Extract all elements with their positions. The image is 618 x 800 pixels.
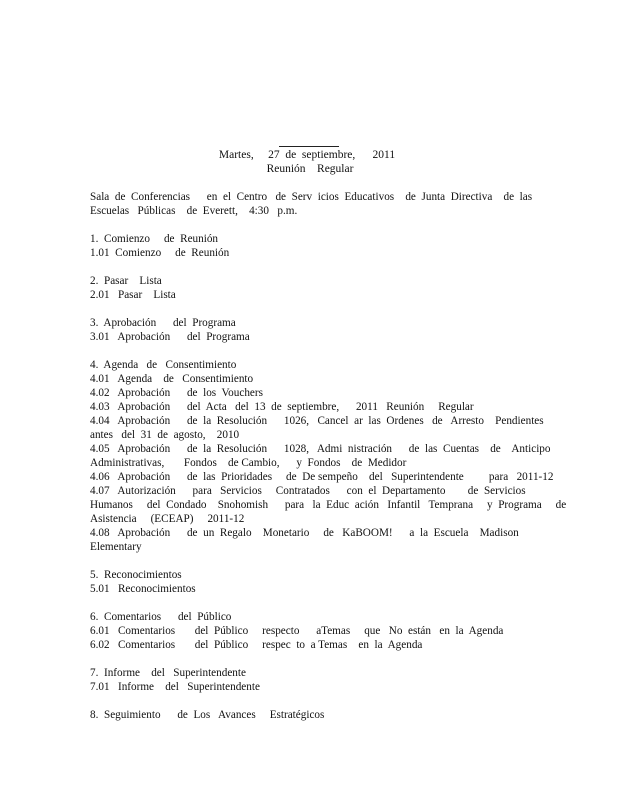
meeting-date: Martes, 27 de septiembre, 2011 [218,149,396,161]
agenda-item: 4.02 Aprobación de los Vouchers [90,387,263,399]
agenda-item: 1.01 Comienzo de Reunión [90,247,230,259]
agenda-item: 4.04 Aprobación de la Resolución 1026, Cancel ar las Ordenes de Arresto Pendientes [90,415,544,427]
section-heading: 8. Seguimiento de Los Avances Estratégicos [90,709,325,721]
agenda-item: 3.01 Aprobación del Programa [90,331,250,343]
agenda-item: 4.07 Autorización para Servicios Contratados con el Departamento de Servicios [90,485,526,497]
meeting-type: Reunión Regular [266,163,354,175]
section-gap [90,652,520,666]
section-heading: 4. Agenda de Consentimiento [90,359,237,371]
section-gap [90,694,520,708]
agenda-item: 5.01 Reconocimientos [90,583,196,595]
header-rule [279,146,339,147]
section-heading: 6. Comentarios del Público [90,611,232,623]
agenda-section-3 [90,316,520,344]
agenda-section-8 [90,708,520,722]
section-heading: 5. Reconocimientos [90,569,182,581]
agenda-item: 4.06 Aprobación de las Prioridades de De sempeño del Superintendente para 2011-12 [90,471,554,483]
section-gap [90,596,520,610]
agenda-section-7 [90,666,520,694]
agenda-item: 6.02 Comentarios del Público respec to a Temas en la Agenda [90,639,423,651]
agenda-section-5 [90,568,520,596]
agenda-item: 4.01 Agenda de Consentimiento [90,373,254,385]
section-heading: 7. Informe del Superintendente [90,667,246,679]
agenda-item-continuation: Humanos del Condado Snohomish para la Educ ación Infantil Temprana y Programa de [90,499,567,511]
section-heading: 1. Comienzo de Reunión [90,233,219,245]
agenda-section-1 [90,232,520,260]
agenda-section-6 [90,610,520,652]
section-heading: 2. Pasar Lista [90,275,162,287]
agenda-item-continuation: antes del 31 de agosto, 2010 [90,429,240,441]
agenda-item: 6.01 Comentarios del Público respecto aTemas que No están en la Agenda [90,625,504,637]
agenda-item-continuation: Asistencia (ECEAP) 2011-12 [90,513,245,525]
section-gap [90,554,520,568]
section-gap [90,218,520,232]
location-line: Sala de Conferencias en el Centro de Serv icios Educativos de Junta Directiva de las [90,191,533,203]
agenda-section-4 [90,358,567,554]
agenda-item-continuation: Elementary [90,541,142,553]
location-line: Escuelas Públicas de Everett, 4:30 p.m. [90,205,298,217]
agenda-body [90,190,567,722]
section-gap [90,302,520,316]
agenda-section-2 [90,274,520,302]
agenda-item: 2.01 Pasar Lista [90,289,176,301]
agenda-item: 4.03 Aprobación del Acta del 13 de septiembre, 2011 Reunión Regular [90,401,474,413]
agenda-item: 7.01 Informe del Superintendente [90,681,260,693]
agenda-item: 4.05 Aprobación de la Resolución 1028, Admi nistración de las Cuentas de Anticipo [90,443,551,455]
agenda-item: 4.08 Aprobación de un Regalo Monetario de KaBOOM! a la Escuela Madison [90,527,519,539]
section-gap [90,260,520,274]
section-gap [90,344,520,358]
section-heading: 3. Aprobación del Programa [90,317,236,329]
agenda-item-continuation: Administrativas, Fondos de Cambio, y Fondos de Medidor [90,457,407,469]
